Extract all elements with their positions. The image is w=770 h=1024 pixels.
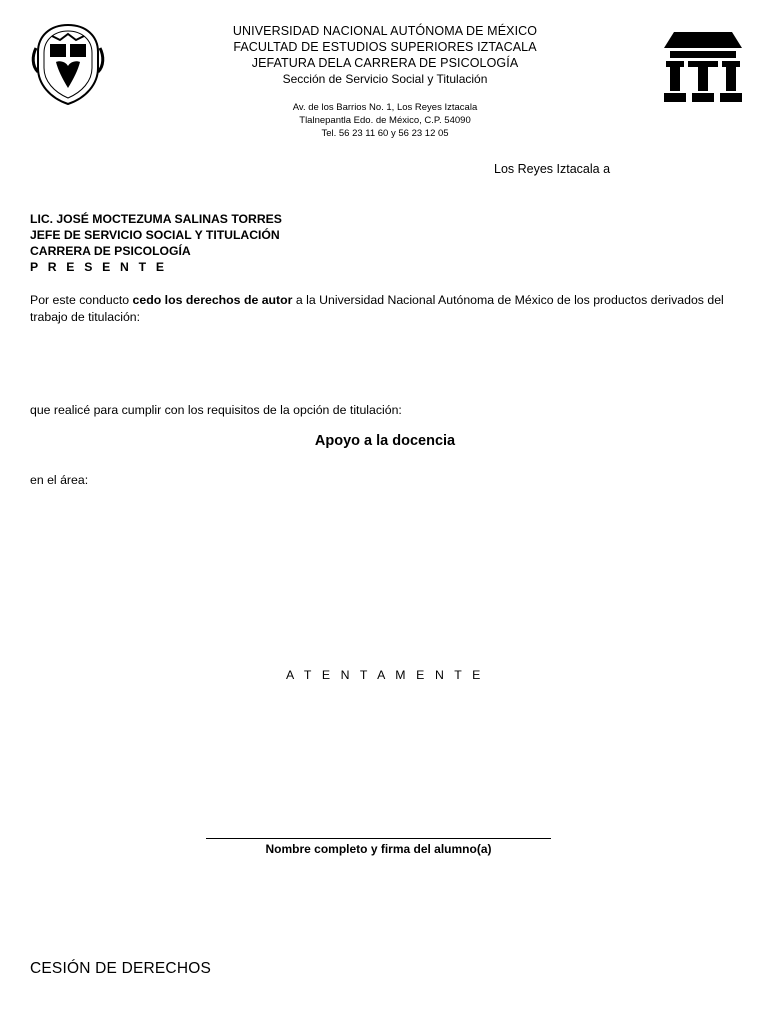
area-label: en el área: <box>30 473 89 487</box>
intro-prefix: Por este conducto <box>30 293 133 307</box>
addressee-position: JEFE DE SERVICIO SOCIAL Y TITULACIÓN <box>30 228 280 242</box>
intro-bold: cedo los derechos de autor <box>132 293 293 307</box>
atentamente-label: A T E N T A M E N T E <box>286 668 484 682</box>
faculty-name: FACULTAD DE ESTUDIOS SUPERIORES IZTACALA <box>233 40 537 54</box>
requirements-text: que realicé para cumplir con los requisitos de la opción de titulación: <box>30 403 402 417</box>
section-name: Sección de Servicio Social y Titulación <box>282 72 488 86</box>
titulation-option: Apoyo a la docencia <box>314 433 456 449</box>
phone-line: Tel. 56 23 11 60 y 56 23 12 05 <box>321 128 449 139</box>
intro-paragraph <box>30 292 750 326</box>
address-line-1: Av. de los Barrios No. 1, Los Reyes Iztacala <box>292 102 478 113</box>
place-date: Los Reyes Iztacala a <box>494 162 611 176</box>
signature-caption: Nombre completo y firma del alumno(a) <box>265 842 492 856</box>
address-line-2: Tlalnepantla Edo. de México, C.P. 54090 <box>299 115 471 126</box>
signature-line <box>206 838 551 839</box>
addressee-name: LIC. JOSÉ MOCTEZUMA SALINAS TORRES <box>30 212 282 226</box>
document-title: CESIÓN DE DERECHOS <box>30 960 212 977</box>
presente-label: P R E S E N T E <box>30 260 168 274</box>
university-name: UNIVERSIDAD NACIONAL AUTÓNOMA DE MÉXICO <box>232 24 538 38</box>
department-name: JEFATURA DELA CARRERA DE PSICOLOGÍA <box>251 56 519 70</box>
addressee-program: CARRERA DE PSICOLOGÍA <box>30 244 191 258</box>
intro-suffix: a la Universidad Nacional Autónoma de México de los productos derivados del trabajo de titulación: <box>30 293 724 324</box>
